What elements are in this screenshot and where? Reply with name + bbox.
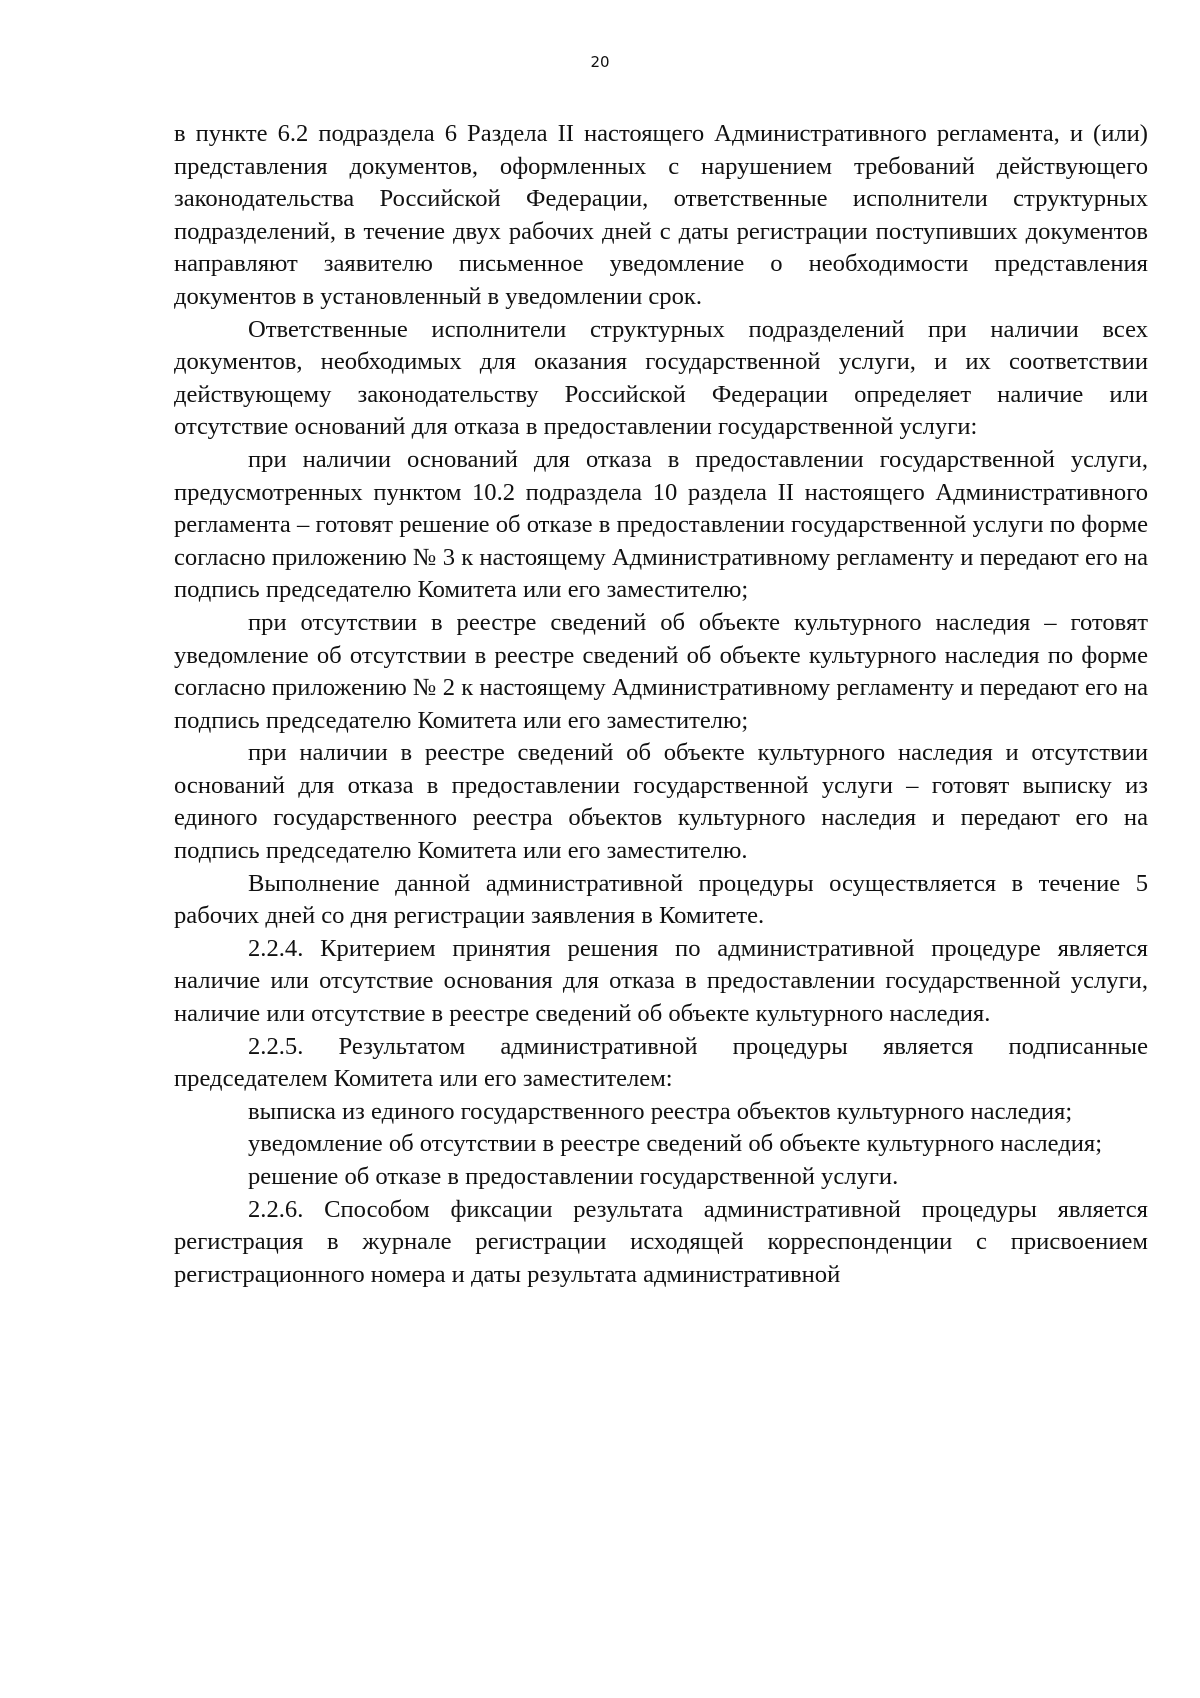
- paragraph-9: выписка из единого государственного реестра объектов культурного наследия;: [248, 1097, 1073, 1125]
- paragraph-5: при наличии в реестре сведений об объекте культурного наследия и отсутствии оснований для отказа в предоставлении государственной услуги – готовят выписку из единого государственного реестра объектов культурного наследия и передают его на подпись председателю Комитета или его заместителю.: [174, 739, 1148, 865]
- paragraph-10: уведомление об отсутствии в реестре сведений об объекте культурного наследия;: [248, 1130, 1103, 1158]
- paragraph-11: решение об отказе в предоставлении государственной услуги.: [248, 1163, 899, 1190]
- paragraph-1: в пункте 6.2 подраздела 6 Раздела II настоящего Административного регламента, и (или) представления документов, оформленных с нарушением требований действующего законодательства Российской Федерации, ответственные исполнители структурных подразделений, в течение двух рабочих дней с даты регистрации поступивших документов направляют заявителю письменное уведомление о необходимости представления документов в установленный в уведомлении срок.: [174, 120, 1148, 310]
- page-number: 20: [590, 53, 610, 71]
- document-body: [174, 118, 1148, 1291]
- paragraph-3: при наличии оснований для отказа в предоставлении государственной услуги, предусмотренных пунктом 10.2 подраздела 10 раздела II настоящего Административного регламента – готовят решение об отказе в предоставлении государственной услуги по форме согласно приложению № 3 к настоящему Административному регламенту и передают его на подпись председателю Комитета или его заместителю;: [174, 445, 1148, 604]
- paragraph-12: 2.2.6. Способом фиксации результата административной процедуры является регистрация в журнале регистрации исходящей корреспонденции с присвоением регистрационного номера и даты результата административной: [174, 1195, 1148, 1288]
- paragraph-2: Ответственные исполнители структурных подразделений при наличии всех документов, необходимых для оказания государственной услуги, и их соответствии действующему законодательству Российской Федерации определяет наличие или отсутствие оснований для отказа в предоставлении государственной услуги:: [174, 315, 1148, 441]
- paragraph-8: 2.2.5. Результатом административной процедуры является подписанные председателем Комитета или его заместителем:: [174, 1032, 1148, 1093]
- paragraph-4: при отсутствии в реестре сведений об объекте культурного наследия – готовят уведомление об отсутствии в реестре сведений об объекте культурного наследия по форме согласно приложению № 2 к настоящему Административному регламенту и передают его на подпись председателю Комитета или его заместителю;: [174, 608, 1148, 734]
- paragraph-7: 2.2.4. Критерием принятия решения по административной процедуре является наличие или отсутствие основания для отказа в предоставлении государственной услуги, наличие или отсутствие в реестре сведений об объекте культурного наследия.: [174, 934, 1148, 1028]
- paragraph-6: Выполнение данной административной процедуры осуществляется в течение 5 рабочих дней со дня регистрации заявления в Комитете.: [174, 869, 1148, 930]
